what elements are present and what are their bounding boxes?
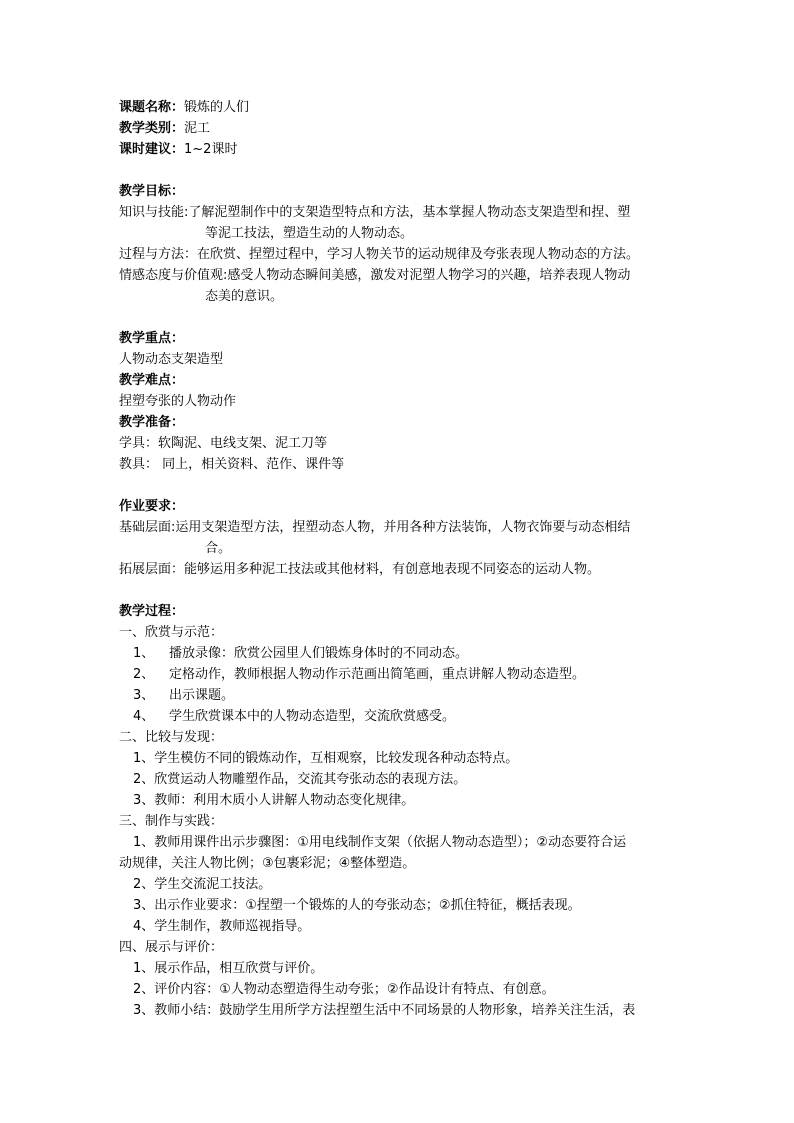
lesson-category-label: 教学类别： [119,121,185,136]
objective-emotion [119,265,679,286]
list-number: 1、 [133,646,155,661]
lesson-title-value: 锻炼的人们 [184,100,250,115]
objective-knowledge [119,202,679,223]
list-item-text: 定格动作，教师根据人物动作示范画出简笔画，重点讲解人物动态造型。 [169,667,586,682]
preparation-teacher: 教具： 同上，相关资料、范作、课件等 [119,457,345,472]
lesson-title-label: 课题名称： [119,100,185,115]
lesson-category-value: 泥工 [184,121,211,136]
spacer [119,580,679,601]
objective-emotion-continuation: 态美的意识。 [205,289,284,304]
process-section-3-item: 2、学生交流泥工技法。 [133,877,272,892]
spacer [119,475,679,496]
objectives-heading: 教学目标： [119,184,185,199]
preparation-student: 学具：软陶泥、电线支架、泥工刀等 [119,436,328,451]
list-item-text: 学生欣赏课本中的人物动态造型，交流欣赏感受。 [169,709,456,724]
process-section-1-item [119,706,679,727]
process-section-3-item: 4、学生制作，教师巡视指导。 [133,919,311,934]
lesson-hours-label: 课时建议： [119,142,185,157]
objective-knowledge-text: 了解泥塑制作中的支架造型特点和方法，基本掌握人物动态支架造型和捏、塑 [188,205,631,220]
homework-extend-label: 拓展层面： [119,562,185,577]
process-section-2-item: 3、教师：利用木质小人讲解人物动态变化规律。 [133,793,415,808]
process-section-1-item [119,685,679,706]
lesson-category-line [119,118,679,139]
lesson-hours-value: 1~2课时 [184,142,238,157]
objective-emotion-text: 感受人物动态瞬间美感，激发对泥塑人物学习的兴趣，培养表现人物动 [227,268,631,283]
preparation-heading: 教学准备： [119,415,185,430]
lesson-hours-line [119,139,679,160]
homework-heading: 作业要求： [119,499,185,514]
list-number: 2、 [133,667,155,682]
process-section-4-item: 3、教师小结：鼓励学生用所学方法捏塑生活中不同场景的人物形象，培养关注生活，表 [133,1003,636,1018]
list-item-text: 出示课题。 [169,688,235,703]
process-heading: 教学过程： [119,604,185,619]
objective-emotion-label: 情感态度与价值观: [119,268,228,283]
list-item-text: 播放录像：欣赏公园里人们锻炼身体时的不同动态。 [169,646,469,661]
process-section-3-title: 三、制作与实践： [119,814,224,829]
process-section-3-item: 1、教师用课件出示步骤图：①用电线制作支架（依据人物动态造型）；②动态要符合运 [133,835,627,850]
objective-knowledge-label: 知识与技能: [119,205,189,220]
document-page [119,97,679,1021]
lesson-title-line [119,97,679,118]
homework-basic-continuation: 合。 [205,541,232,556]
process-section-4-title: 四、展示与评价： [119,940,224,955]
spacer [119,160,679,181]
objective-process-label: 过程与方法： [119,247,198,262]
process-section-4-item: 2、评价内容：①人物动态塑造得生动夸张；②作品设计有特点、有创意。 [133,982,555,997]
keypoint-heading: 教学重点： [119,331,185,346]
process-section-1-item [119,643,679,664]
process-section-1-title: 一、欣赏与示范： [119,625,224,640]
process-section-1-item [119,664,679,685]
process-section-2-title: 二、比较与发现： [119,730,224,745]
homework-basic [119,517,679,538]
difficulty-heading: 教学难点： [119,373,185,388]
process-section-4-item: 1、展示作品，相互欣赏与评价。 [133,961,324,976]
list-number: 3、 [133,688,155,703]
homework-basic-label: 基础层面: [119,520,176,535]
spacer [119,307,679,328]
objective-knowledge-continuation: 等泥工技法，塑造生动的人物动态。 [205,226,414,241]
difficulty-text: 捏塑夸张的人物动作 [119,394,237,409]
homework-extend-text: 能够运用多种泥工技法或其他材料，有创意地表现不同姿态的运动人物。 [184,562,601,577]
objective-process [119,244,679,265]
homework-basic-text: 运用支架造型方法，捏塑动态人物，并用各种方法装饰，人物衣饰要与动态相结 [175,520,631,535]
keypoint-text: 人物动态支架造型 [119,352,224,367]
homework-extend [119,559,679,580]
process-section-3-item: 3、出示作业要求：①捏塑一个锻炼的人的夸张动态；②抓住特征，概括表现。 [133,898,581,913]
process-section-2-item: 1、学生模仿不同的锻炼动作，互相观察，比较发现各种动态特点。 [133,751,519,766]
process-section-3-item-continuation: 动规律，关注人物比例；③包裹彩泥；④整体塑造。 [119,856,416,871]
list-number: 4、 [133,709,155,724]
process-section-2-item: 2、欣赏运动人物雕塑作品，交流其夸张动态的表现方法。 [133,772,467,787]
objective-process-text: 在欣赏、捏塑过程中，学习人物关节的运动规律及夸张表现人物动态的方法。 [197,247,640,262]
